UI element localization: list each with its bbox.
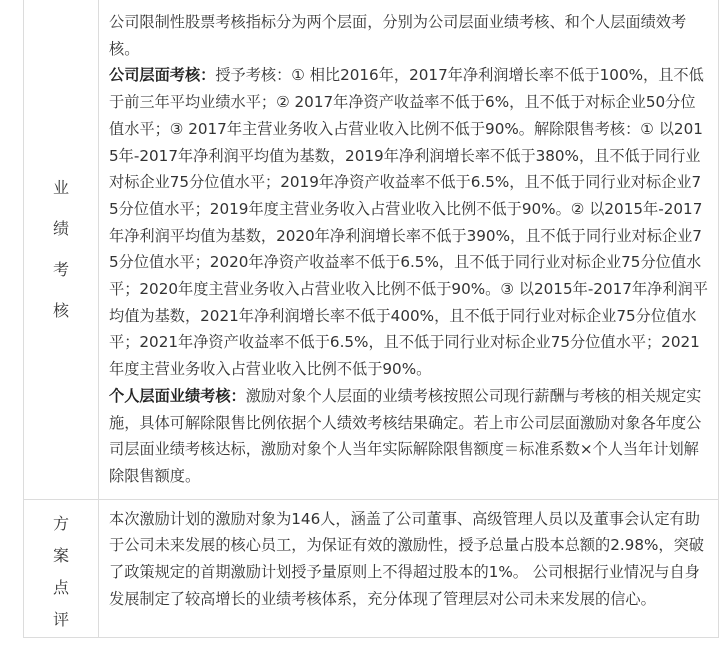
paragraph-lead: 个人层面业绩考核： [109,386,246,405]
row-label-performance [24,0,99,499]
paragraph-intro [109,9,708,62]
row-content-performance [99,0,719,499]
paragraph-text: 本次激励计划的激励对象为146人，涵盖了公司董事、高级管理人员以及董事会认定有助于公司未来发展的核心员工，为保证有效的激励性，授予总量占股本总额的2.98%，突破了政策规定的首期激励计划授予量原则上不得超过股本的1%。 公司根据行业情况与自身发展制定了较高增长的业绩考核体系，充分体现了管理层对公司未来发展的信心。 [109,509,704,608]
paragraph-text: 公司限制性股票考核指标分为两个层面，分别为公司层面业绩考核、和个人层面绩效考核。 [109,13,687,58]
table-row-performance [24,0,719,499]
paragraph-text: 激励对象个人层面的业绩考核按照公司现行薪酬与考核的相关规定实施，具体可解除限售比例依据个人绩效考核结果确定。若上市公司层面激励对象各年度公司层面业绩考核达标，激励对象个人当年实际解除限售额度＝标准系数×个人当年计划解除限售额度。 [109,386,702,485]
paragraph-individual-level [109,383,708,490]
table-row-comment [24,499,719,637]
row-label-char: 绩 [52,219,69,239]
row-label-comment [24,499,99,637]
row-label-char: 考 [52,260,69,280]
row-content-comment [99,499,719,637]
paragraph-text: 授予考核：① 相比2016年，2017年净利润增长率不低于100%，且不低于前三年平均业绩水平；② 2017年净资产收益率不低于6%，且不低于对标企业50分位值水平；③ 2017年主营业务收入占营业收入比例不低于90%。解除限售考核：① 以2015年-2017年净利润平均值为基数，2019年净利润增长率不低于380%，且不低于同行业对标企业75分位值水平；2019年净资产收益率不低于6.5%，且不低于同行业对标企业75分位值水平；2019年度主营业务收入占营业收入比例不低于90%。② 以2015年-2017年净利润平均值为基数，2020年净利润增长率不低于390%，且不低于同行业对标企业75分位值水平；2020年净资产收益率不低于6.5%，且不低于同行业对标企业75分位值水平；2020年度主营业务收入占营业收入比例不低于90%。③ 以2015年-2017年净利润平均值为基数，2021年净利润增长率不低于400%，且不低于同行业对标企业75分位值水平；2021年净资产收益率不低于6.5%，且不低于同行业对标企业75分位值水平；2021年度主营业务收入占营业收入比例不低于90%。 [109,66,708,379]
row-label-char: 案 [52,545,69,565]
paragraph-comment [109,506,708,613]
row-label-char: 点 [52,577,69,597]
row-label-char: 业 [52,178,69,198]
paragraph-company-level [109,62,708,382]
assessment-table [23,0,719,638]
paragraph-lead: 公司层面考核： [109,66,216,85]
row-label-char: 评 [52,609,69,629]
row-label-char: 核 [52,301,69,321]
row-label-char: 方 [52,513,69,533]
